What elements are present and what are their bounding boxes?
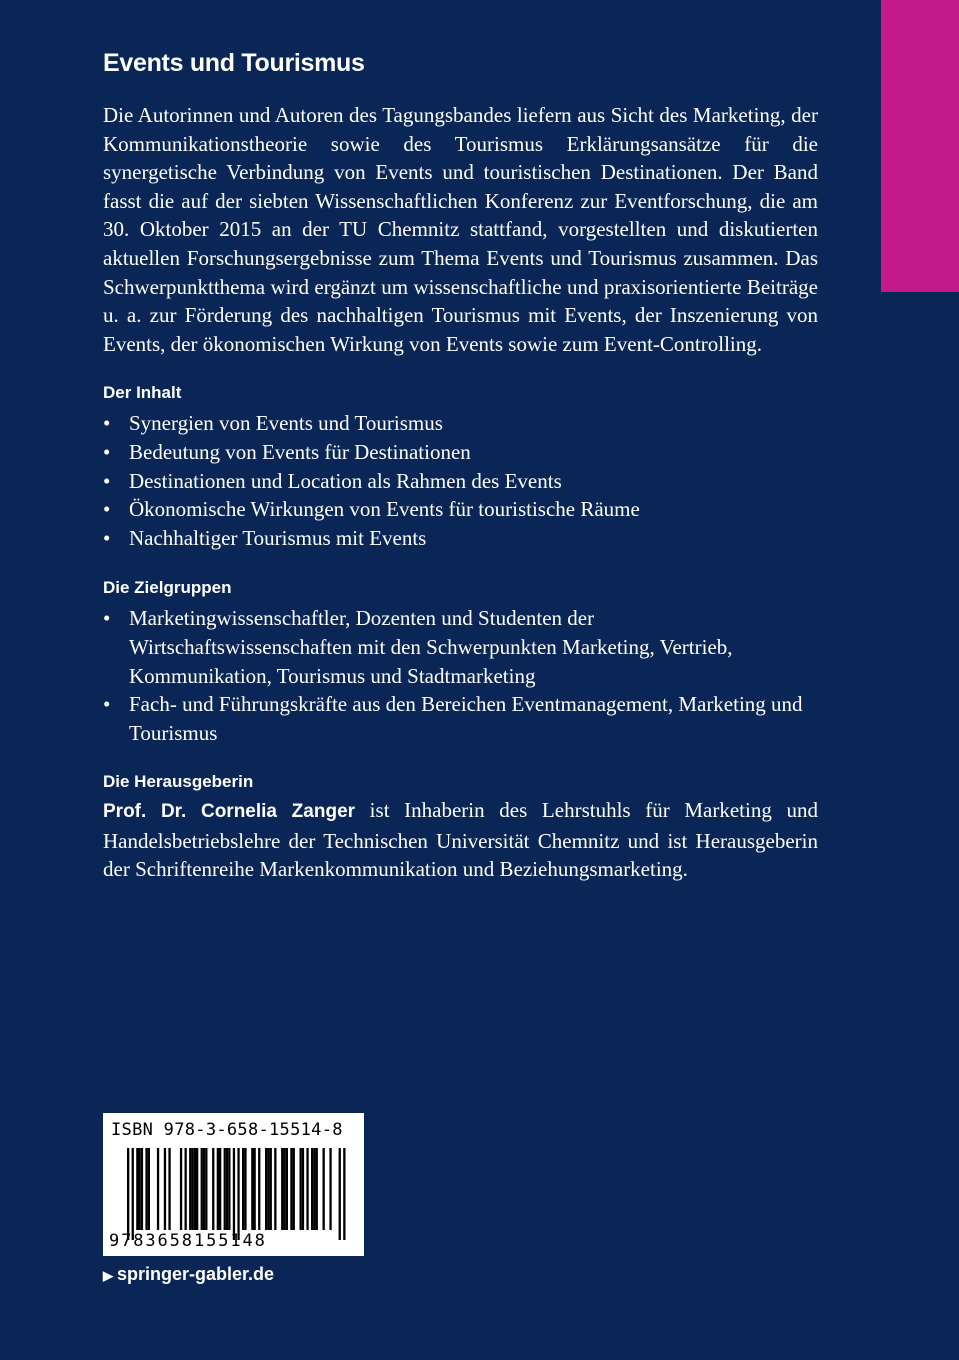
barcode-bar <box>274 1148 276 1230</box>
bullet-icon: • <box>103 468 111 493</box>
barcode-bar <box>313 1148 315 1230</box>
barcode-bar <box>203 1148 205 1230</box>
barcode-bar <box>205 1148 207 1230</box>
barcode-bar <box>145 1148 147 1230</box>
website-url: springer-gabler.de <box>117 1264 275 1284</box>
barcode-bar <box>242 1148 244 1230</box>
barcode-bar <box>329 1148 331 1230</box>
barcode-bar <box>224 1148 226 1230</box>
bullet-icon: • <box>103 606 111 631</box>
book-description: Die Autorinnen und Autoren des Tagungsbandes liefern aus Sicht des Marketing, der Kommunikationstheorie sowie des Tourismus Erklärungsansätze für die synergetische Verbindung von Events und touristischen Destinationen. Der Band fasst die auf der siebten Wissenschaftlichen Konferenz zur Eventforschung, die am 30. Oktober 2015 an der TU Chemnitz stattfand, vorgestellten und diskutierten aktuellen Forschungsergebnisse zum Thema Events und Tourismus zusammen. Das Schwerpunktthema wird ergänzt um wissenschaftliche und praxisorientierte Beiträge u. a. zur Förderung des nachhaltigen Tourismus mit Events, der Inszenierung von Events, der ökonomischen Wirkung von Events sowie zum Event-Controlling. <box>103 103 818 356</box>
barcode-bar <box>219 1148 221 1230</box>
barcode-bar <box>185 1148 187 1230</box>
contents-item: • Destinationen und Location als Rahmen des Events <box>103 467 818 496</box>
barcode-bar <box>306 1148 308 1230</box>
barcode-bar <box>168 1148 170 1230</box>
barcode-bar <box>127 1148 129 1240</box>
bullet-icon: • <box>103 525 111 550</box>
barcode-bar <box>254 1148 256 1230</box>
barcode-bar <box>164 1148 166 1230</box>
barcode-bar <box>233 1148 235 1240</box>
barcode-bar <box>201 1148 203 1230</box>
isbn-number: ISBN 978-3-658-15514-8 <box>111 1120 343 1140</box>
editor-heading: Die Herausgeberin <box>103 772 254 792</box>
ean-digits: 9783658155148 <box>109 1231 267 1251</box>
barcode-bar <box>267 1148 269 1230</box>
barcode-bar <box>136 1148 138 1230</box>
barcode-bar <box>148 1148 150 1230</box>
contents-item: • Ökonomische Wirkungen von Events für touristische Räume <box>103 495 818 524</box>
barcode-bar <box>286 1148 288 1230</box>
book-title: Events und Tourismus <box>103 49 365 77</box>
barcode-bar <box>194 1148 196 1230</box>
barcode-bar <box>226 1148 228 1230</box>
barcode-bar <box>258 1148 260 1230</box>
barcode-bar <box>339 1148 341 1240</box>
barcode-bar <box>265 1148 267 1230</box>
barcode-bar <box>316 1148 318 1230</box>
barcode-bar <box>302 1148 304 1230</box>
barcode-bar <box>293 1148 295 1230</box>
barcode-bar <box>290 1148 292 1230</box>
publisher-website[interactable] <box>103 1262 274 1288</box>
barcode-bar <box>157 1148 159 1230</box>
barcode-bar <box>251 1148 253 1230</box>
bullet-icon: • <box>103 411 111 436</box>
bullet-icon: • <box>103 692 111 717</box>
contents-item: • Bedeutung von Events für Destinationen <box>103 438 818 467</box>
contents-item: • Nachhaltiger Tourismus mit Events <box>103 524 818 553</box>
magenta-accent-bar <box>881 0 959 292</box>
barcode-bar <box>141 1148 143 1230</box>
barcode-bar <box>323 1148 325 1230</box>
barcode-bar <box>244 1148 246 1230</box>
barcode-bar <box>237 1148 239 1240</box>
barcode-bar <box>139 1148 141 1230</box>
cover-text <box>103 46 818 884</box>
barcode-bar <box>196 1148 198 1230</box>
barcode-bar <box>189 1148 191 1230</box>
arrow-right-icon: ▶ <box>103 1268 113 1283</box>
barcode-bar <box>281 1148 283 1230</box>
bullet-icon: • <box>103 439 111 464</box>
barcode-bar <box>300 1148 302 1230</box>
audience-list <box>103 604 818 747</box>
isbn-barcode <box>103 1113 364 1256</box>
audience-item: • Marketingwissenschaftler, Dozenten und Studenten der Wirtschaftswissenschaften mit den Schwerpunkten Marketing, Vertrieb, Kommunikation, Tourismus und Stadtmarketing <box>103 606 733 688</box>
barcode-bar <box>180 1148 182 1230</box>
barcode-bar <box>132 1148 134 1240</box>
editor-bio-text: ist Inhaberin des Lehrstuhls für Marketing und Handelsbetriebslehre der Technischen Universität Chemnitz und ist Herausgeberin der Schriftenreihe Markenkommunikation und Beziehungsmarketing. <box>103 798 818 882</box>
contents-list <box>103 409 818 552</box>
barcode-bar <box>283 1148 285 1230</box>
barcode-bar <box>270 1148 272 1230</box>
barcode-bar <box>217 1148 219 1230</box>
audience-heading: Die Zielgruppen <box>103 578 232 598</box>
bullet-icon: • <box>103 497 111 522</box>
barcode-bar <box>311 1148 313 1230</box>
editor-name: Prof. Dr. Cornelia Zanger <box>103 801 356 823</box>
barcode-bar <box>228 1148 230 1230</box>
barcode-bar <box>191 1148 193 1230</box>
barcode-bar <box>212 1148 214 1230</box>
audience-item: • Fach- und Führungskräfte aus den Bereichen Eventmanagement, Marketing und Tourismus <box>103 692 803 745</box>
barcode-bar <box>343 1148 345 1240</box>
editor-bio <box>103 796 818 884</box>
contents-heading: Der Inhalt <box>103 383 182 403</box>
contents-item: • Synergien von Events und Tourismus <box>103 409 818 438</box>
